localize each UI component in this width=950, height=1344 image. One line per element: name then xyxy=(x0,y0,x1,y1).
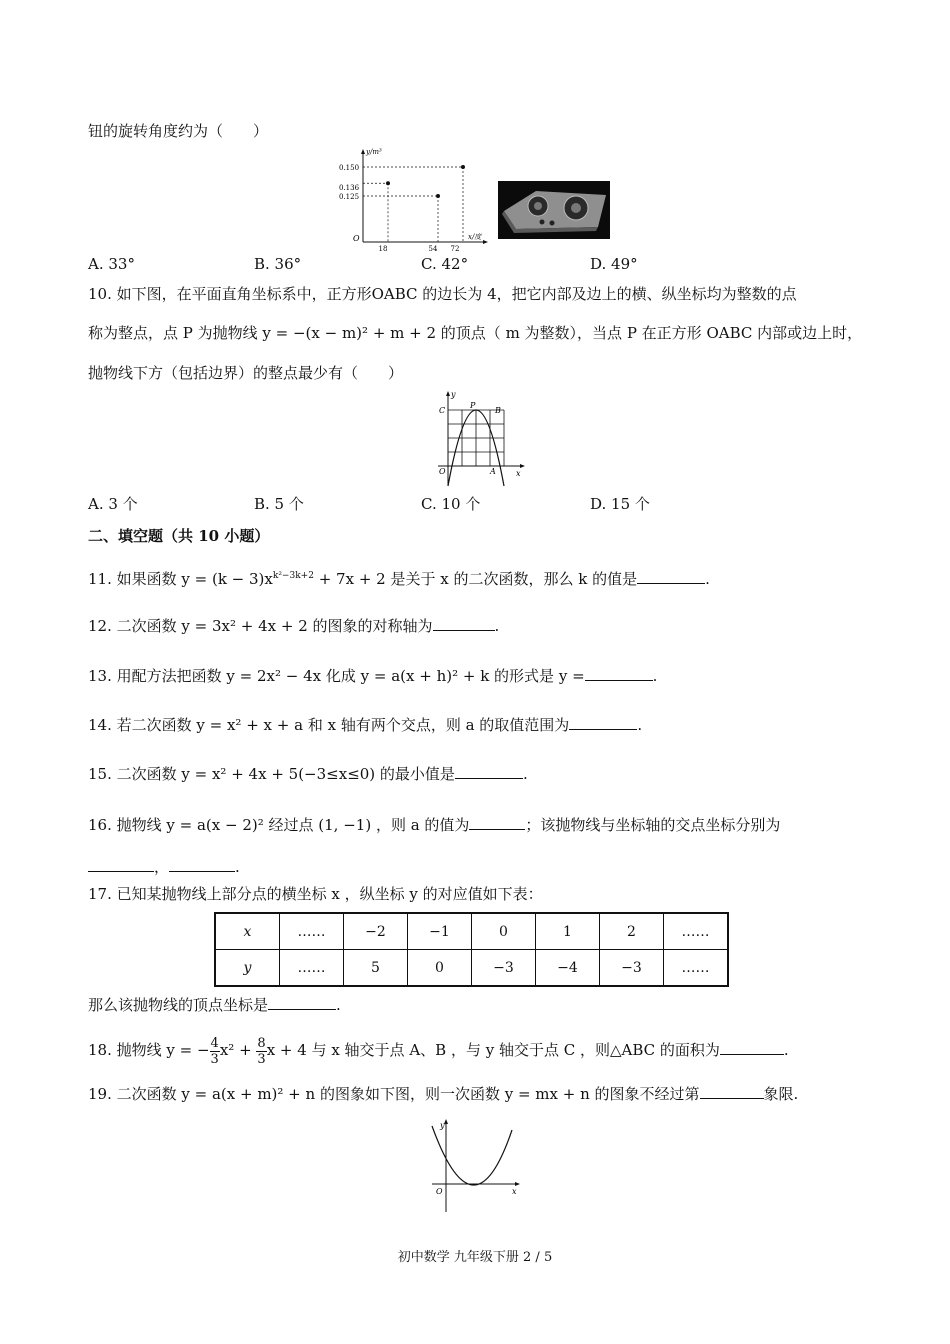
table-cell: −1 xyxy=(408,913,472,950)
q9-ytick-0136: 0.136 xyxy=(339,184,360,192)
table-cell: 5 xyxy=(344,950,408,987)
q12-answer-blank[interactable] xyxy=(433,616,495,631)
q19-label-y: y xyxy=(440,1121,445,1130)
q10-label-y: y xyxy=(451,390,456,399)
q10-label-o: O xyxy=(439,467,446,476)
q9-origin: O xyxy=(353,234,360,243)
q10-line3: 抛物线下方（包括边界）的整点最少有（ ） xyxy=(88,364,404,382)
q15-answer-blank[interactable] xyxy=(455,764,523,779)
table-cell: …… xyxy=(280,913,344,950)
q10-label-a: A xyxy=(490,467,496,476)
table-cell: x xyxy=(215,913,280,950)
q10-option-c[interactable]: C. 10 个 xyxy=(421,495,481,513)
q10-line2: 称为整点，点 P 为抛物线 y = −(x − m)² + m + 2 的顶点（ m 为整数），当点 P 在正方形 OABC 内部或边上时， xyxy=(88,324,863,342)
table-cell: …… xyxy=(280,950,344,987)
q10-option-d[interactable]: D. 15 个 xyxy=(590,495,650,513)
q9-xtick-18: 18 xyxy=(378,245,388,253)
table-cell: −2 xyxy=(344,913,408,950)
q13-text: 13. 用配方法把函数 y = 2x² − 4x 化成 y = a(x + h)² + k 的形式是 y = xyxy=(88,667,585,685)
q11-tail: + 7x + 2 是关于 x 的二次函数，那么 k 的值是 xyxy=(313,570,638,588)
q16-line2: ， . xyxy=(88,857,240,877)
q19 xyxy=(88,1084,798,1104)
q19-label-o: O xyxy=(436,1187,443,1196)
table-cell: …… xyxy=(664,913,729,950)
q12: 12. 二次函数 y = 3x² + 4x + 2 的图象的对称轴为 . xyxy=(88,617,500,635)
q13: 13. 用配方法把函数 y = 2x² − 4x 化成 y = a(x + h)² + k 的形式是 y = . xyxy=(88,667,658,685)
table-cell: −3 xyxy=(600,950,664,987)
q9-xtick-72: 72 xyxy=(450,245,460,253)
q9-marks xyxy=(363,165,465,242)
q10-grid xyxy=(448,410,504,466)
q10-label-x: x xyxy=(516,469,521,478)
q9-option-b[interactable]: B. 36° xyxy=(254,255,302,273)
q9-ytick-0150: 0.150 xyxy=(339,164,360,172)
q9-option-a[interactable]: A. 33° xyxy=(88,255,135,273)
table-cell: y xyxy=(215,950,280,987)
q14-text: 14. 若二次函数 y = x² + x + a 和 x 轴有两个交点，则 a 的取值范围为 xyxy=(88,716,570,734)
q9-xtick-54: 54 xyxy=(428,245,438,253)
table-cell: −4 xyxy=(536,950,600,987)
q9-stem-tail: 钮的旋转角度约为（ ） xyxy=(88,122,269,140)
q9-ylabel: y/m³ xyxy=(366,148,382,156)
q19-parabola xyxy=(432,1126,512,1185)
q10-label-c: C xyxy=(439,406,446,415)
stove-photo xyxy=(498,181,610,239)
q19-figure xyxy=(428,1116,528,1216)
q11-answer-blank[interactable] xyxy=(637,569,705,584)
q19-pre: 19. 二次函数 y = a(x + m)² + n 的图象如下图，则一次函数 y = mx + n 的图象不经过第 xyxy=(88,1085,700,1103)
q9-ytick-0125: 0.125 xyxy=(339,193,360,201)
table-cell: …… xyxy=(664,950,729,987)
q18-fraction-2: $\frac{8}{3}$ xyxy=(257,1035,266,1067)
q18-mid: x² + xyxy=(219,1041,257,1059)
q14: 14. 若二次函数 y = x² + x + a 和 x 轴有两个交点，则 a 的取值范围为 . xyxy=(88,716,643,734)
table-row-y xyxy=(215,950,728,987)
q19-label-x: x xyxy=(512,1187,517,1196)
q10-figure xyxy=(428,388,528,490)
section-2-heading: 二、填空题（共 10 小题） xyxy=(88,527,270,545)
q9-chart xyxy=(338,146,488,253)
q13-answer-blank[interactable] xyxy=(585,666,653,681)
q17-table xyxy=(214,912,729,987)
q10-label-p: P xyxy=(470,401,476,410)
q9-option-c[interactable]: C. 42° xyxy=(421,255,469,273)
q10-label-b: B xyxy=(495,406,501,415)
q10-option-a[interactable]: A. 3 个 xyxy=(88,495,138,513)
q9-data-point xyxy=(386,181,390,185)
q17-answer-blank[interactable] xyxy=(268,995,336,1010)
q16-part1: 16. 抛物线 y = a(x − 2)² 经过点 (1, −1) ，则 a 的值为 xyxy=(88,816,470,834)
q16-part2: ；该抛物线与坐标轴的交点坐标分别为 xyxy=(525,816,781,834)
q19-answer-blank[interactable] xyxy=(700,1084,764,1099)
q16-point2-blank[interactable] xyxy=(169,857,235,872)
table-cell: 0 xyxy=(408,950,472,987)
q18-fraction-1: $\frac{4}{3}$ xyxy=(210,1035,219,1067)
table-row-x xyxy=(215,913,728,950)
q15-text: 15. 二次函数 y = x² + 4x + 5(−3≤x≤0) 的最小值是 xyxy=(88,765,455,783)
q14-answer-blank[interactable] xyxy=(569,715,637,730)
table-cell: 0 xyxy=(472,913,536,950)
table-cell: −3 xyxy=(472,950,536,987)
table-cell: 1 xyxy=(536,913,600,950)
q9-xlabel: x/度 xyxy=(468,233,482,241)
q16 xyxy=(88,815,780,835)
page-footer: 初中数学 九年级下册 2 / 5 xyxy=(397,1250,553,1265)
q17-after: 那么该抛物线的顶点坐标是 . xyxy=(88,996,341,1014)
q9-option-d[interactable]: D. 49° xyxy=(590,255,638,273)
q10-option-b[interactable]: B. 5 个 xyxy=(254,495,304,513)
q10-line1: 10. 如下图，在平面直角坐标系中，正方形OABC 的边长为 4，把它内部及边上的横、纵坐标均为整数的点 xyxy=(88,285,797,303)
q15: 15. 二次函数 y = x² + 4x + 5(−3≤x≤0) 的最小值是 . xyxy=(88,765,528,783)
q9-data-point xyxy=(461,165,465,169)
q18-answer-blank[interactable] xyxy=(720,1040,784,1055)
q11-text: 11. 如果函数 y = (k − 3)x xyxy=(88,570,273,588)
q18-post: x + 4 与 x 轴交于点 A、B ，与 y 轴交于点 C ，则△ABC 的面积为 xyxy=(266,1041,720,1059)
q17-stem: 17. 已知某抛物线上部分点的横坐标 x ，纵坐标 y 的对应值如下表： xyxy=(88,885,543,903)
q18-pre: 18. 抛物线 y = − xyxy=(88,1041,210,1059)
q18: 18. 抛物线 y = − $\frac{4}{3}$ x² + $\frac{8}{3}$ x + 4 与 x 轴交于点 A、B ，与 y 轴交于点 C ，则△ABC 的面积为 . xyxy=(88,1035,789,1067)
q12-text: 12. 二次函数 y = 3x² + 4x + 2 的图象的对称轴为 xyxy=(88,617,433,635)
q9-data-point xyxy=(436,194,440,198)
q11: 11. 如果函数 $y = (k - 3)x^{k^2-3k+2} + 7x + 2$ 是关于 x 的二次函数，那么 k 的值是 . xyxy=(88,570,710,588)
q16-sep: ， xyxy=(154,858,170,876)
q17-after-text: 那么该抛物线的顶点坐标是 xyxy=(88,996,269,1014)
q19-post: 象限. xyxy=(763,1085,799,1103)
q16-point1-blank[interactable] xyxy=(88,857,154,872)
table-cell: 2 xyxy=(600,913,664,950)
q11-exponent: k²−3k+2 xyxy=(272,571,314,581)
q16-a-blank[interactable] xyxy=(469,815,525,830)
